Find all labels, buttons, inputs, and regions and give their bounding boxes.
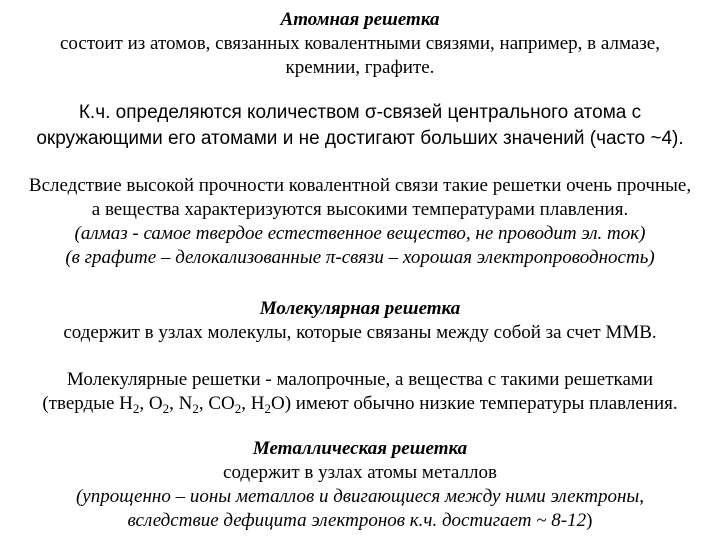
formula-part: , N [169, 393, 193, 414]
strength-section [0, 174, 720, 270]
atomic-lattice-line-2: кремнии, графите. [285, 57, 435, 78]
molecular-lattice-section [0, 297, 720, 345]
metallic-lattice-title: Металлическая решетка [252, 438, 468, 459]
molecular-properties-section [0, 368, 720, 416]
formula-part: , CO [198, 393, 235, 414]
formula-tail: O) имеют обычно низкие температуры плавления. [270, 393, 678, 414]
coordination-line-2: окружающими его атомами и не достигают больших значений (часто ~4). [36, 128, 684, 149]
atomic-lattice-title: Атомная решетка [280, 9, 440, 30]
strength-line-3: (алмаз - самое твердое естественное вещество, не проводит эл. ток) [74, 223, 646, 244]
formula-part: , O [139, 393, 163, 414]
coordination-number-section [0, 100, 720, 152]
metallic-lattice-section [0, 437, 720, 533]
formula-part: , H [241, 393, 265, 414]
subscript: 2 [162, 401, 170, 416]
molecular-properties-line-2 [0, 392, 720, 416]
atomic-lattice-line-1: состоит из атомов, связанных ковалентными связями, например, в алмазе, [60, 33, 660, 54]
subscript: 2 [234, 401, 242, 416]
strength-line-1: Вследствие высокой прочности ковалентной связи такие решетки очень прочные, [28, 175, 692, 196]
subscript: 2 [192, 401, 199, 416]
coordination-line-1: К.ч. определяются количеством σ-связей центрального атома с [78, 102, 642, 123]
molecular-properties-line-1: Молекулярные решетки - малопрочные, а вещества с такими решетками [66, 369, 654, 390]
formula-open: (твердые H [42, 393, 133, 414]
molecular-lattice-title: Молекулярная решетка [259, 298, 461, 319]
metallic-line-3-close: ) [586, 510, 593, 531]
metallic-lattice-line-2: (упрощенно – ионы металлов и двигающиеся между ними электроны, [75, 486, 645, 507]
strength-line-2: а вещества характеризуются высокими температурами плавления. [91, 199, 629, 220]
metallic-lattice-line-1: содержит в узлах атомы металлов [223, 462, 497, 483]
metallic-lattice-line-3 [0, 509, 720, 533]
subscript: 2 [132, 401, 140, 416]
molecular-lattice-line-1: содержит в узлах молекулы, которые связаны между собой за счет ММВ. [63, 322, 657, 343]
metallic-line-3-text: вследствие дефицита электронов к.ч. достигает ~ 8-12 [127, 510, 587, 531]
subscript: 2 [264, 401, 271, 416]
strength-line-4: (в графите – делокализованные π-связи – хорошая электропроводность) [65, 247, 655, 268]
atomic-lattice-section [0, 8, 720, 80]
